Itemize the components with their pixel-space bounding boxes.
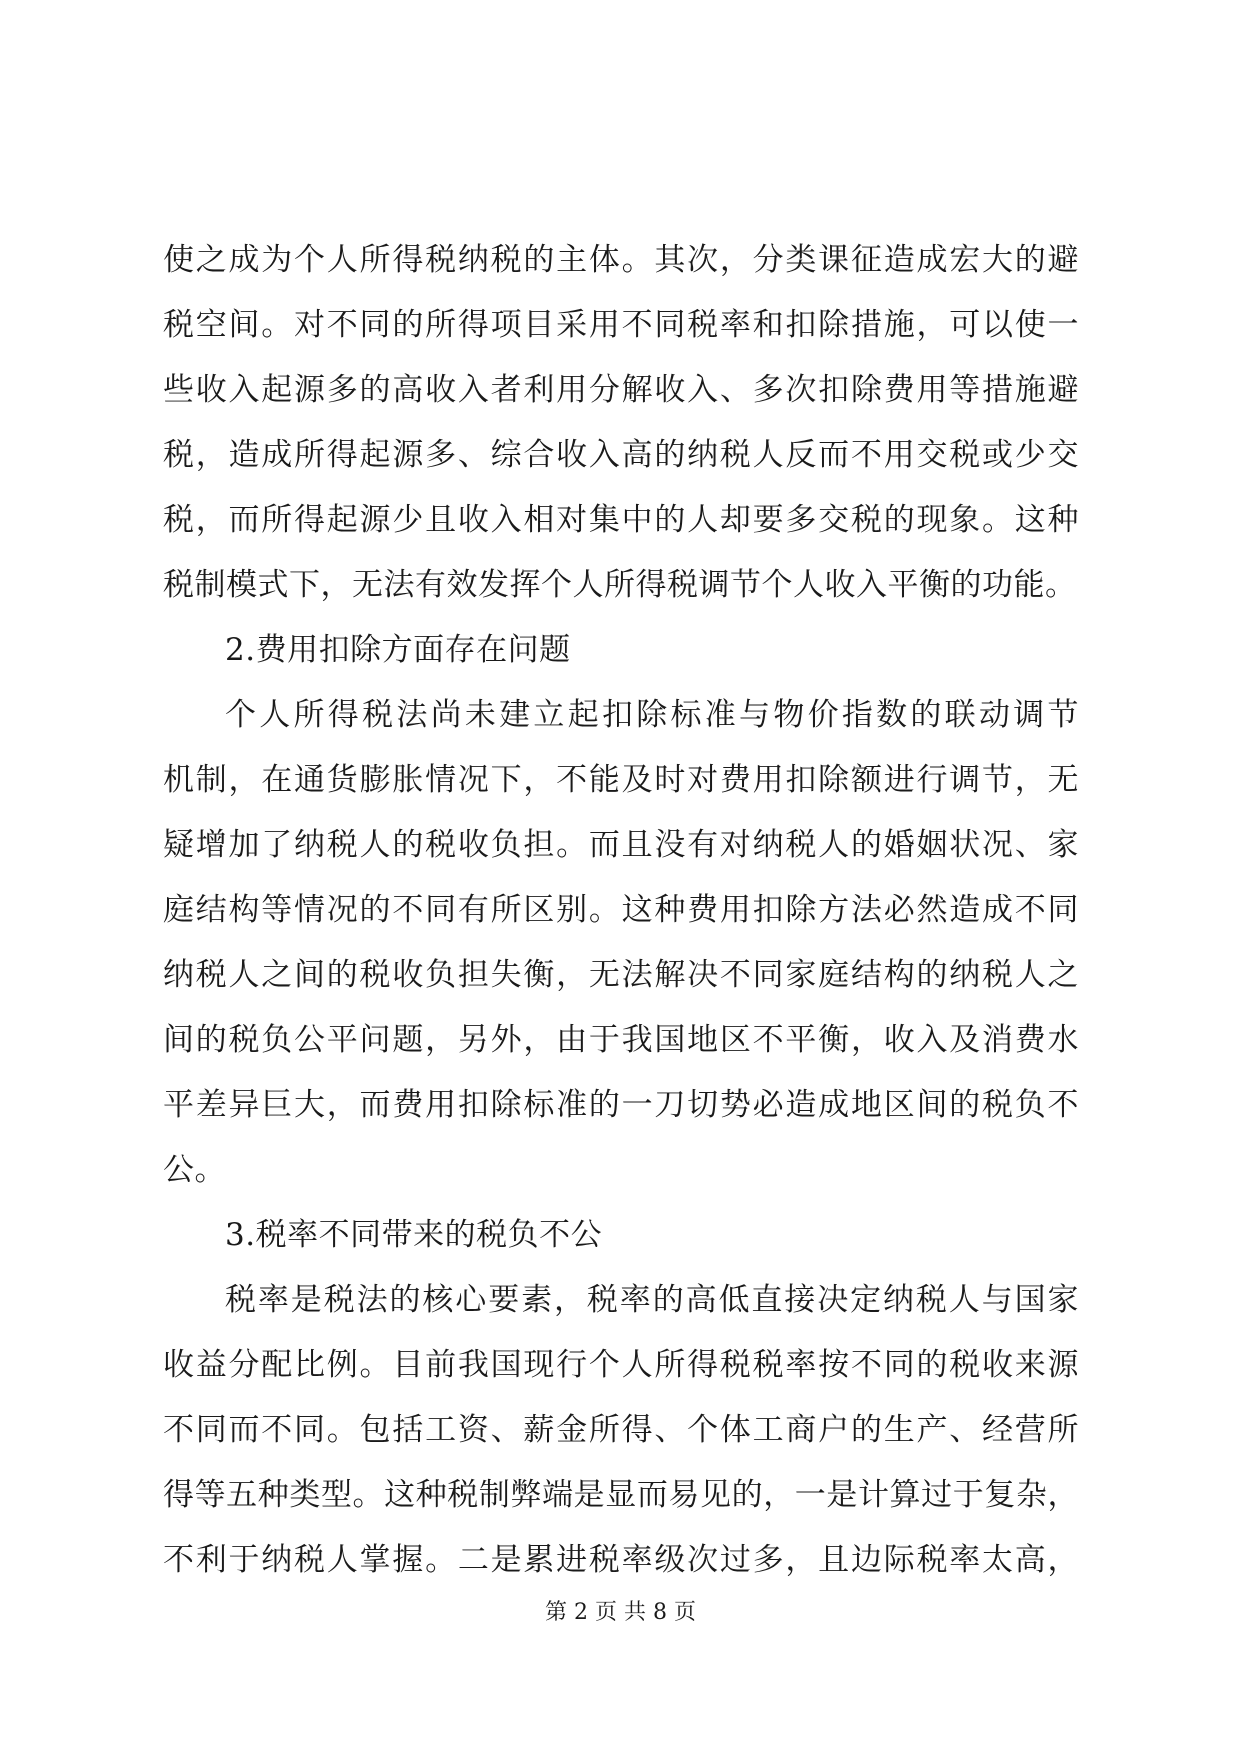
body-line: 间的税负公平问题，另外，由于我国地区不平衡，收入及消费水 xyxy=(163,1022,1079,1058)
body-line: 收益分配比例。目前我国现行个人所得税税率按不同的税收来源 xyxy=(163,1347,1079,1383)
paragraph-first-line: 个人所得税法尚未建立起扣除标准与物价指数的联动调节 xyxy=(225,697,1079,733)
body-line: 不同而不同。包括工资、薪金所得、个体工商户的生产、经营所 xyxy=(163,1412,1079,1448)
section-heading: 2.费用扣除方面存在问题 xyxy=(225,632,571,668)
body-line: 税空间。对不同的所得项目采用不同税率和扣除措施，可以使一 xyxy=(163,307,1079,343)
body-line: 平差异巨大，而费用扣除标准的一刀切势必造成地区间的税负不 xyxy=(163,1087,1079,1123)
body-line: 庭结构等情况的不同有所区别。这种费用扣除方法必然造成不同 xyxy=(163,892,1079,928)
paragraph-first-line: 税率是税法的核心要素，税率的高低直接决定纳税人与国家 xyxy=(225,1282,1079,1318)
section-heading: 3.税率不同带来的税负不公 xyxy=(225,1217,603,1253)
document-body xyxy=(163,228,1079,1593)
body-line: 不利于纳税人掌握。二是累进税率级次过多，且边际税率太高， xyxy=(163,1542,1079,1578)
page-number-footer: 第 2 页 共 8 页 xyxy=(545,1600,696,1625)
body-line: 纳税人之间的税收负担失衡，无法解决不同家庭结构的纳税人之 xyxy=(163,957,1079,993)
body-line: 税制模式下，无法有效发挥个人所得税调节个人收入平衡的功能。 xyxy=(163,567,1077,603)
body-line: 公。 xyxy=(163,1152,226,1188)
body-line: 些收入起源多的高收入者利用分解收入、多次扣除费用等措施避 xyxy=(163,372,1079,408)
body-line: 疑增加了纳税人的税收负担。而且没有对纳税人的婚姻状况、家 xyxy=(163,827,1079,863)
body-line: 机制，在通货膨胀情况下，不能及时对费用扣除额进行调节，无 xyxy=(163,762,1079,798)
body-line: 得等五种类型。这种税制弊端是显而易见的，一是计算过于复杂， xyxy=(163,1477,1079,1513)
body-line: 税，而所得起源少且收入相对集中的人却要多交税的现象。这种 xyxy=(163,502,1079,538)
body-line: 使之成为个人所得税纳税的主体。其次，分类课征造成宏大的避 xyxy=(163,242,1079,278)
body-line: 税，造成所得起源多、综合收入高的纳税人反而不用交税或少交 xyxy=(163,437,1079,473)
